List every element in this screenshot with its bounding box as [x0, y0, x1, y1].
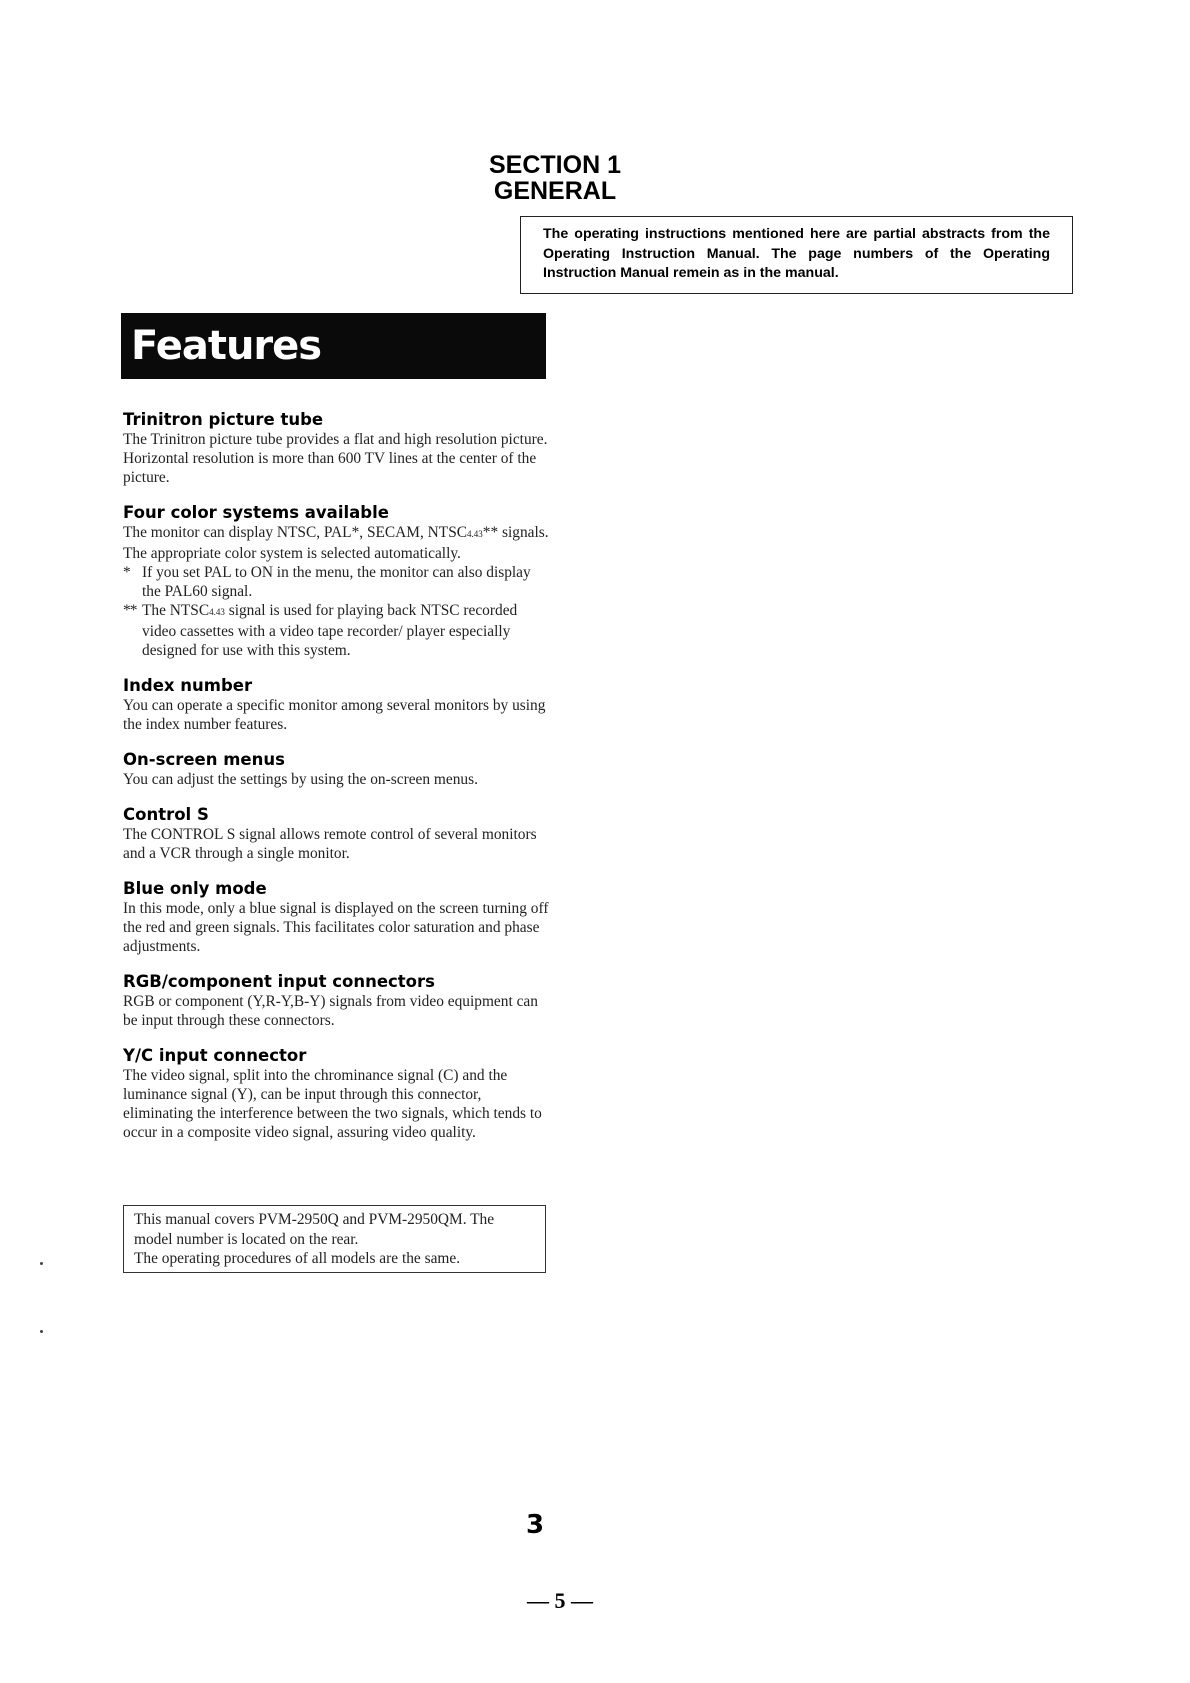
feature-heading: Four color systems available — [123, 503, 389, 522]
feature-body: You can operate a specific monitor among several monitors by using the index number features. — [123, 697, 546, 733]
feature-body: The CONTROL S signal allows remote control of several monitors and a VCR through a single monitor. — [123, 826, 537, 862]
feature-blue-only-mode — [123, 879, 553, 956]
footnote-item: ** The NTSC4.43 signal is used for playing back NTSC recorded video cassettes with a video tape recorder/ player especially designed for use with this system. — [123, 602, 518, 659]
feature-rgb-component — [123, 972, 553, 1030]
footnote-item: * If you set PAL to ON in the menu, the monitor can also display the PAL60 signal. — [123, 564, 531, 600]
feature-heading: Trinitron picture tube — [123, 410, 324, 429]
feature-body: The monitor can display NTSC, PAL*, SECAM, NTSC4.43** signals. The appropriate color system is selected automatically. — [123, 524, 549, 562]
section-heading — [470, 152, 640, 204]
coverage-note-line: This manual covers PVM-2950Q and PVM-2950QM. The model number is located on the rear. — [134, 1211, 495, 1248]
feature-body: In this mode, only a blue signal is displayed on the screen turning off the red and green signals. This facilitates color saturation and phase adjustments. — [123, 900, 549, 955]
coverage-note-line: The operating procedures of all models are the same. — [134, 1250, 461, 1267]
feature-body: The video signal, split into the chrominance signal (C) and the luminance signal (Y), can be input through this connector, eliminating the interference between the two signals, which tends to occur in a composite video signal, assuring video quality. — [123, 1067, 542, 1141]
feature-body: You can adjust the settings by using the on-screen menus. — [123, 771, 478, 788]
section-title: GENERAL — [493, 177, 617, 205]
footnote-list — [123, 563, 553, 660]
feature-trinitron — [123, 410, 553, 487]
section-number: SECTION 1 — [489, 151, 621, 179]
feature-heading: Index number — [123, 676, 253, 695]
feature-heading: On-screen menus — [123, 750, 285, 769]
scan-speck — [40, 1330, 43, 1333]
features-list — [123, 410, 553, 1142]
scan-speck — [40, 1262, 43, 1265]
feature-heading: Blue only mode — [123, 879, 267, 898]
feature-control-s — [123, 805, 553, 863]
feature-on-screen-menus — [123, 750, 553, 789]
coverage-note-box — [123, 1205, 546, 1273]
feature-color-systems — [123, 503, 553, 660]
feature-body: RGB or component (Y,R-Y,B-Y) signals from video equipment can be input through these connectors. — [123, 993, 538, 1029]
feature-heading: Control S — [123, 805, 209, 824]
feature-heading: RGB/component input connectors — [123, 972, 435, 991]
page-number: 3 — [525, 1510, 545, 1540]
features-banner — [121, 313, 546, 379]
feature-yc-input — [123, 1046, 553, 1142]
feature-heading: Y/C input connector — [123, 1046, 307, 1065]
feature-index-number — [123, 676, 553, 734]
banner-title: Features — [131, 323, 322, 369]
notice-box: The operating instructions mentioned here are partial abstracts from the Operating Instruction Manual. The page numbers of the Operating Instruction Manual remein as in the manual. — [520, 216, 1073, 294]
folio: — 5 — — [527, 1588, 593, 1613]
feature-body: The Trinitron picture tube provides a flat and high resolution picture. Horizontal resolution is more than 600 TV lines at the center of the picture. — [123, 431, 548, 486]
